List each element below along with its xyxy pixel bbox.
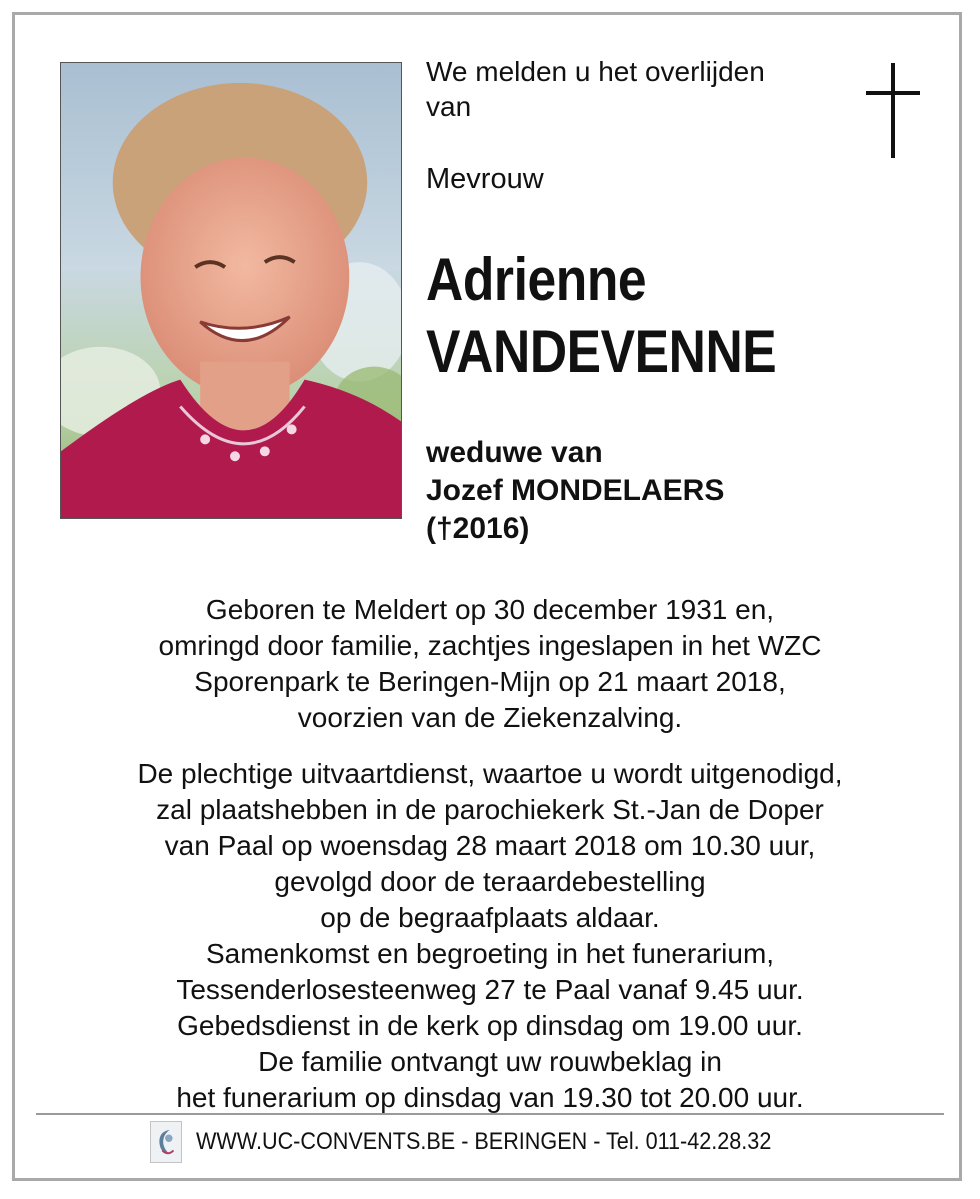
birth-death-paragraph [40, 592, 940, 736]
deceased-last-name: VANDEVENNE [426, 318, 777, 385]
intro-line-1: We melden u het overlijden [426, 56, 765, 87]
paragraph-line: Gebedsdienst in de kerk op dinsdag om 19.00 uur. [177, 1010, 803, 1041]
paragraph-line: De plechtige uitvaartdienst, waartoe u wordt uitgenodigd, [137, 758, 843, 789]
paragraph-line: De familie ontvangt uw rouwbeklag in [258, 1046, 722, 1077]
portrait-photo [60, 62, 402, 519]
spouse-line-2: Jozef MONDELAERS [426, 474, 725, 507]
footer-divider [36, 1113, 944, 1115]
spouse-line-1: weduwe van [426, 436, 603, 469]
paragraph-line: Sporenpark te Beringen-Mijn op 21 maart 2018, [194, 666, 786, 697]
paragraph-line: Tessenderlosesteenweg 27 te Paal vanaf 9.45 uur. [176, 974, 804, 1005]
cross-icon [866, 63, 920, 158]
paragraph-line: Samenkomst en begroeting in het funerarium, [205, 938, 775, 969]
spouse-info [426, 434, 724, 548]
intro-line-2: van [426, 91, 472, 122]
funeral-home-logo-icon [150, 1121, 182, 1163]
funeral-paragraph [40, 756, 940, 1116]
paragraph-line: omringd door familie, zachtjes ingeslapen in het WZC [158, 630, 822, 661]
paragraph-line: op de begraafplaats aldaar. [320, 902, 660, 933]
paragraph-line: voorzien van de Ziekenzalving. [297, 702, 683, 733]
spouse-line-3: (†2016) [426, 512, 530, 545]
salutation: Mevrouw [426, 163, 544, 195]
intro-text [426, 54, 846, 124]
deceased-name [426, 244, 776, 388]
footer-contact: WWW.UC-CONVENTS.BE - BERINGEN - Tel. 011-42.28.32 [196, 1128, 772, 1155]
paragraph-line: zal plaatshebben in de parochiekerk St.-Jan de Doper [156, 794, 824, 825]
paragraph-line: Geboren te Meldert op 30 december 1931 en, [205, 594, 775, 625]
deceased-first-name: Adrienne [426, 246, 647, 313]
footer [150, 1120, 835, 1164]
paragraph-line: het funerarium op dinsdag van 19.30 tot 20.00 uur. [176, 1082, 804, 1113]
paragraph-line: van Paal op woensdag 28 maart 2018 om 10.30 uur, [164, 830, 816, 861]
paragraph-line: gevolgd door de teraardebestelling [274, 866, 706, 897]
